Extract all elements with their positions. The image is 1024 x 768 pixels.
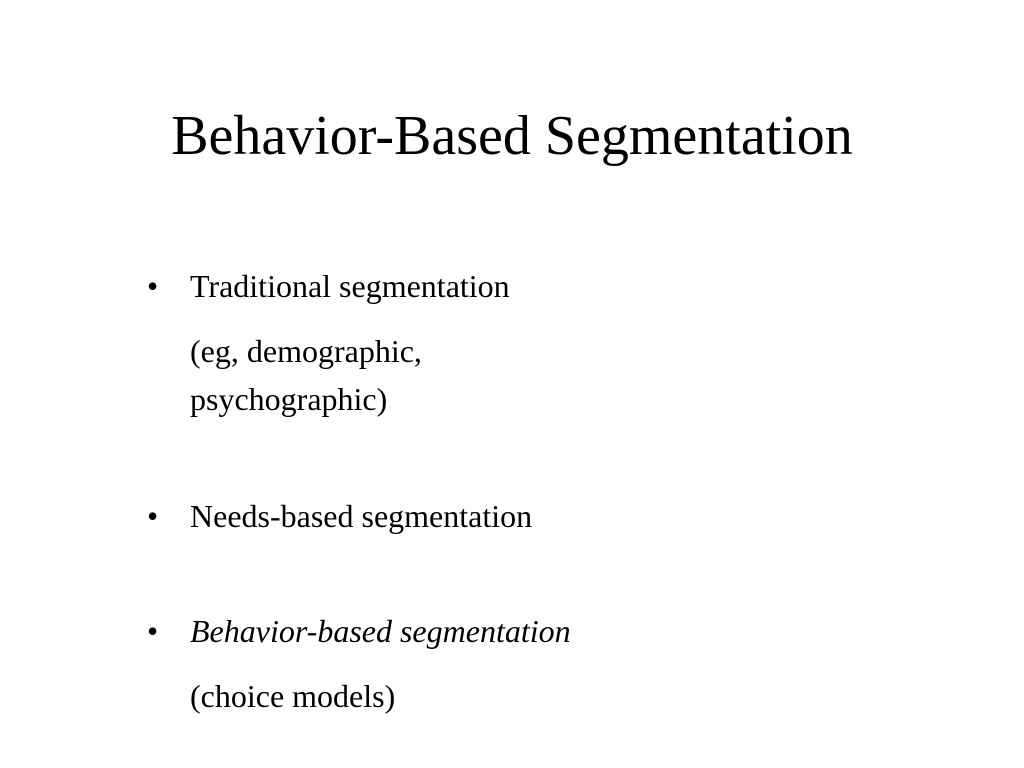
bullet-subline: (choice models) <box>190 678 396 714</box>
bullet-subline: (eg, demographic, <box>190 333 422 369</box>
bullet-marker: • <box>147 268 159 304</box>
bullet-text-behavior-based: Behavior-based segmentation <box>190 613 571 649</box>
bullet-subline: psychographic) <box>190 381 388 417</box>
bullet-text-traditional: Traditional segmentation <box>190 268 510 304</box>
slide-title: Behavior-Based Segmentation <box>171 105 853 167</box>
bullet-marker: • <box>147 613 159 649</box>
bullet-text-needs-based: Needs-based segmentation <box>190 498 533 534</box>
bullet-marker: • <box>147 498 159 534</box>
